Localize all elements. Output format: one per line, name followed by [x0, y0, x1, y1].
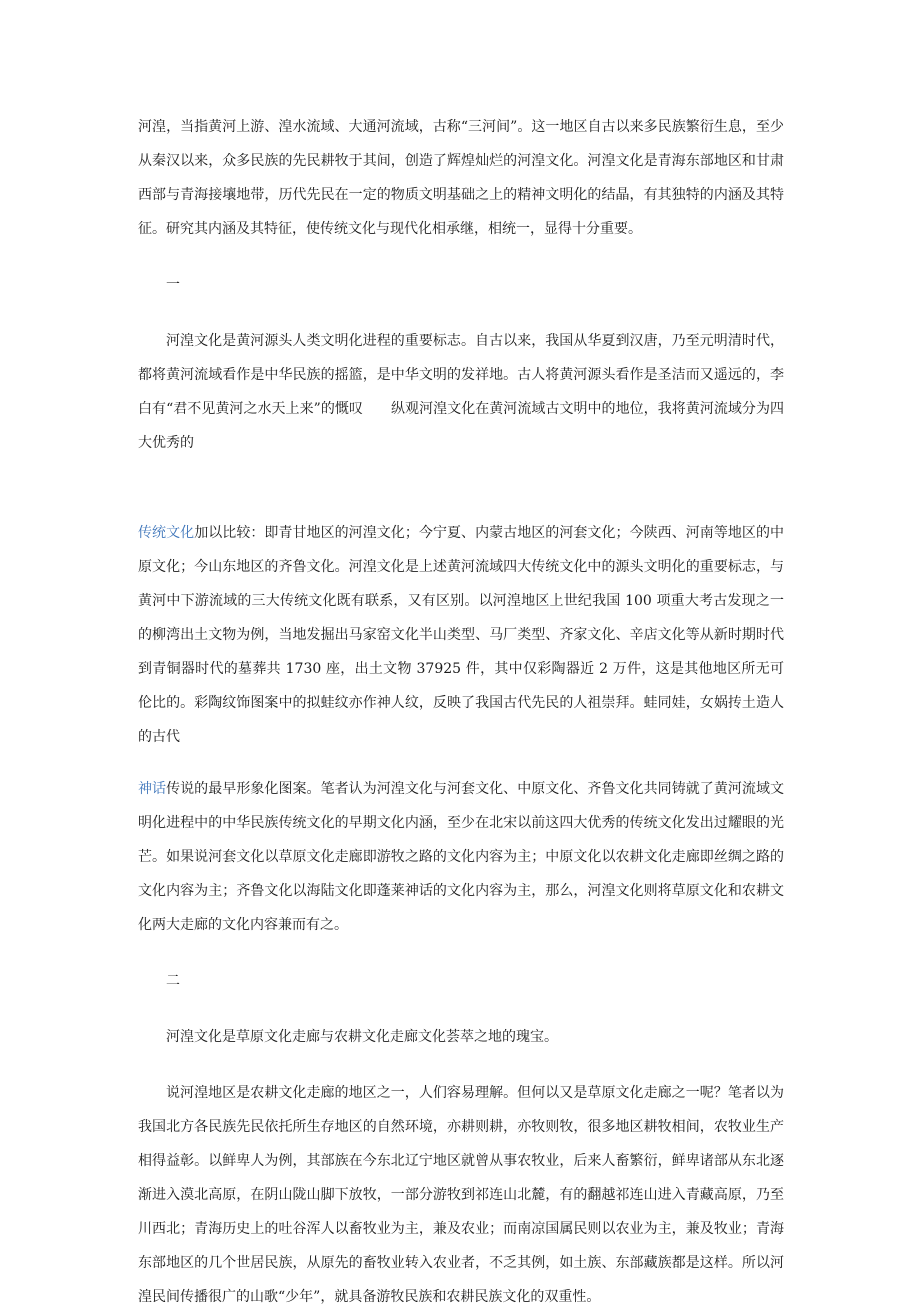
paragraph-yellow-river-origin: 河湟文化是黄河源头人类文明化进程的重要标志。自古以来，我国从华夏到汉唐，乃至元明清时代，都将黄河流域看作是中华民族的摇篮，是中华文明的发祥地。古人将黄河源头看作是圣洁而又遥远的，李白有“君不见黄河之水天上来”的慨叹 纵观河湟文化在黄河流域古文明中的地位，我将黄河流域分为四大优秀的 [138, 333, 784, 451]
section-number-one: 一 [166, 277, 180, 293]
paragraph-four-cultures-text: 加以比较：即青甘地区的河湟文化；今宁夏、内蒙古地区的河套文化；今陕西、河南等地区的中原文化；今山东地区的齐鲁文化。河湟文化是上述黄河流域四大传统文化中的源头文明化的重要标志，与黄河中下游流域的三大传统文化既有联系，又有区别。以河湟地区上世纪我国 100 项重大考古发现之一的柳湾出土文物为例，当地发掘出马家窑文化半山类型、马厂类型、齐家文化、辛店文化等从新时期时代到青铜器时代的墓葬共 1730 座，出土文物 37925 件，其中仅彩陶器近 2 万件，这是其他地区所无可伦比的。彩陶纹饰图案中的拟蛙纹亦作神人纹，反映了我国古代先民的人祖崇拜。蛙同娃，女娲抟土造人的古代 [138, 525, 785, 745]
spacer [138, 942, 784, 964]
mythology-link[interactable]: 神话 [138, 781, 167, 797]
spacer [138, 246, 784, 268]
paragraph-mythology [138, 772, 784, 942]
paragraph-four-cultures [138, 516, 784, 754]
traditional-culture-link[interactable]: 传统文化 [138, 525, 195, 541]
spacer [138, 460, 784, 516]
spacer [138, 1054, 784, 1076]
document-body [138, 110, 784, 1314]
spacer [138, 998, 784, 1020]
paragraph-mythology-text: 传说的最早形象化图案。笔者认为河湟文化与河套文化、中原文化、齐鲁文化共同铸就了黄河流域文明化进程中的中华民族传统文化的早期文化内涵，至少在北宋以前这四大优秀的传统文化发出过耀眼的光芒。如果说河套文化以草原文化走廊即游牧之路的文化内容为主；中原文化以农耕文化走廊即丝绸之路的文化内容为主；齐鲁文化以海陆文化即蓬莱神话的文化内容为主，那么，河湟文化则将草原文化和农耕文化两大走廊的文化内容兼而有之。 [138, 781, 785, 933]
spacer [138, 302, 784, 324]
spacer [138, 754, 784, 772]
section-number-two: 二 [166, 973, 180, 989]
paragraph-section-two-lead: 河湟文化是草原文化走廊与农耕文化走廊文化荟萃之地的瑰宝。 [166, 1029, 558, 1045]
paragraph-farming-grassland: 说河湟地区是农耕文化走廊的地区之一，人们容易理解。但何以又是草原文化走廊之一呢？笔者以为我国北方各民族先民依托所生存地区的自然环境，亦耕则耕，亦牧则牧，很多地区耕牧相间，农牧业生产相得益彰。以鲜卑人为例，其部族在今东北辽宁地区就曾从事农牧业，后来人畜繁衍，鲜卑诸部从东北逐渐进入漠北高原，在阴山陇山脚下放牧，一部分游牧到祁连山北麓，有的翻越祁连山进入青藏高原，乃至川西北；青海历史上的吐谷浑人以畜牧业为主，兼及农业；而南凉国属民则以农业为主，兼及牧业；青海东部地区的几个世居民族，从原先的畜牧业转入农业者，不乏其例，如土族、东部藏族都是这样。所以河湟民间传播很广的山歌“少年”，就具备游牧民族和农耕民族文化的双重性。 [138, 1085, 784, 1305]
paragraph-intro: 河湟，当指黄河上游、湟水流域、大通河流域，古称“三河间”。这一地区自古以来多民族繁衍生息，至少从秦汉以来，众多民族的先民耕牧于其间，创造了辉煌灿烂的河湟文化。河湟文化是青海东部地区和甘肃西部与青海接壤地带，历代先民在一定的物质文明基础之上的精神文明化的结晶，有其独特的内涵及其特征。研究其内涵及其特征，使传统文化与现代化相承继，相统一，显得十分重要。 [138, 119, 784, 237]
